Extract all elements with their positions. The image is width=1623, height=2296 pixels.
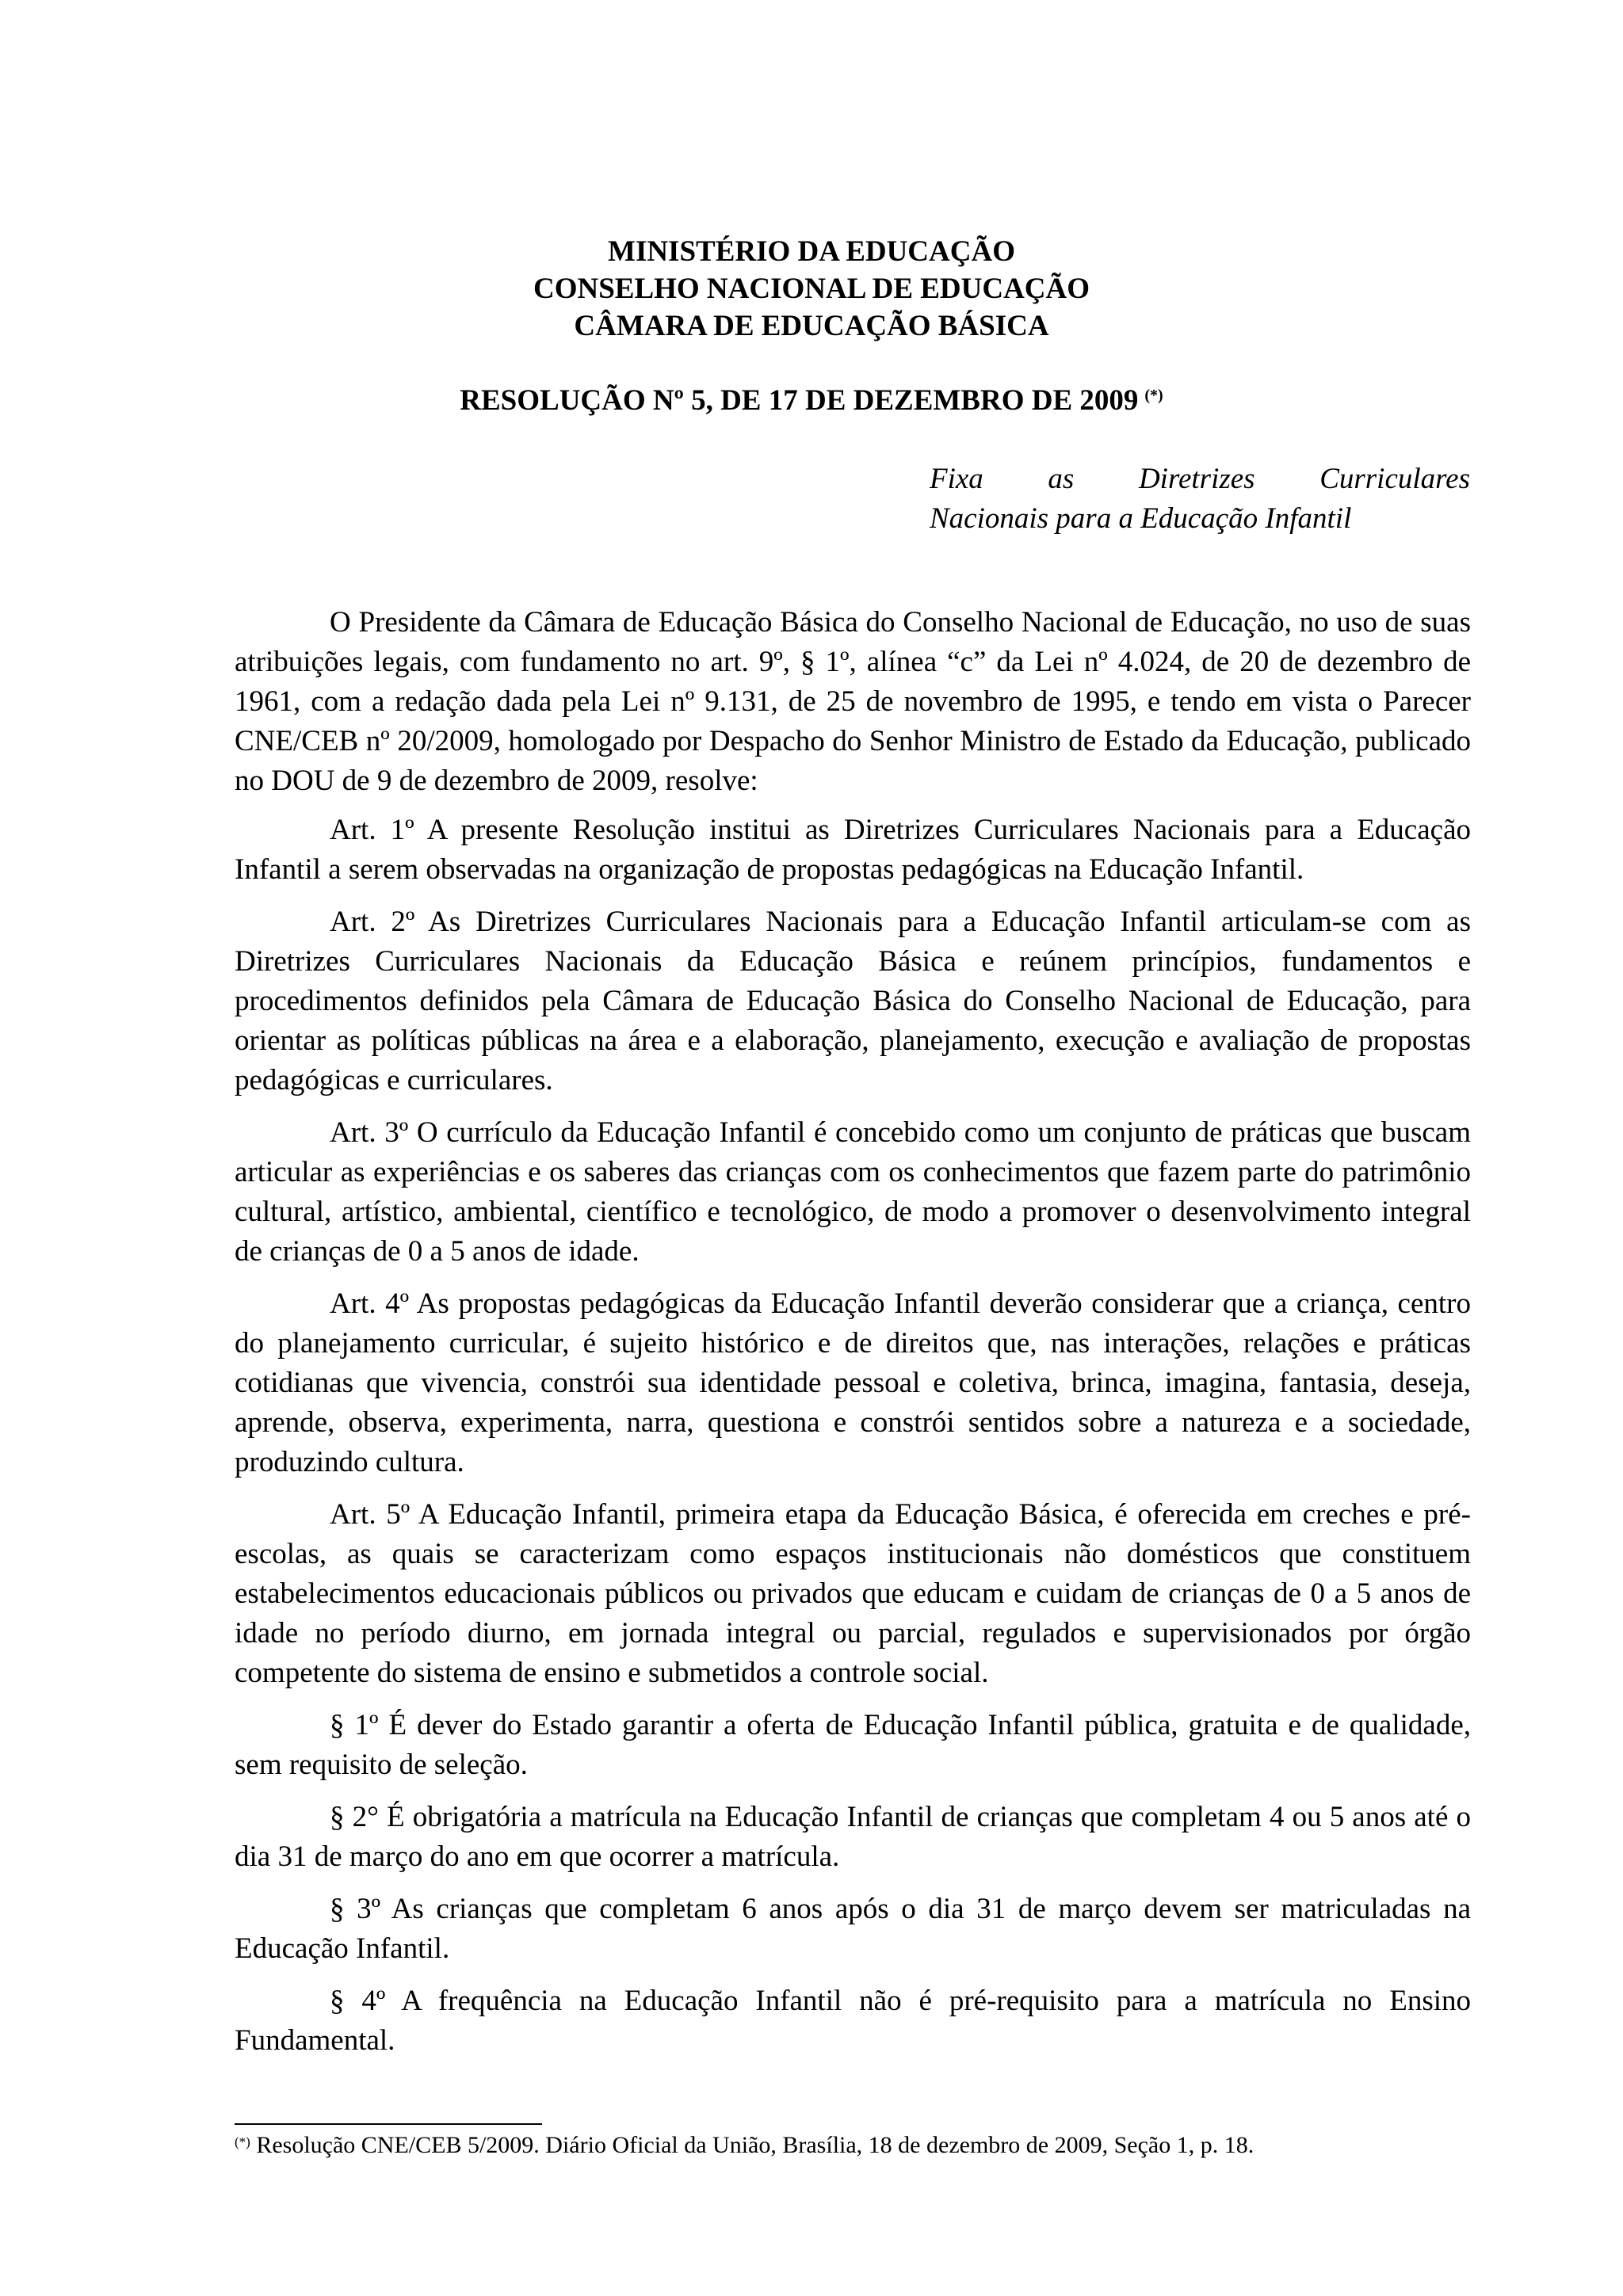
preamble-paragraph: O Presidente da Câmara de Educação Básica do Conselho Nacional de Educação, no uso de suas atribuições legais, com fundamento no art. 9º, § 1º, alínea “c” da Lei nº 4.024, de 20 de dezembro de 1961, com a redação dada pela Lei nº 9.131, de 25 de novembro de 1995, e tendo em vista o Parecer CNE/CEB nº 20/2009, homologado por Despacho do Senhor Ministro de Estado da Educação, publicado no DOU de 9 de dezembro de 2009, resolve: — [235, 606, 1471, 797]
council-name: CONSELHO NACIONAL DE EDUCAÇÃO — [533, 273, 1090, 305]
article-2: Art. 2º As Diretrizes Curriculares Nacionais para a Educação Infantil articulam-se com as Diretrizes Curriculares Nacionais da Educação Básica e reúnem princípios, fundamentos e procedimentos definidos pela Câmara de Educação Básica do Conselho Nacional de Educação, para orientar as políticas públicas na área e a elaboração, planejamento, execução e avaliação de propostas pedagógicas e curriculares. — [235, 906, 1471, 1097]
footnote-text: Resolução CNE/CEB 5/2009. Diário Oficial da União, Brasília, 18 de dezembro de 2009, Seção 1, p. 18. — [250, 2132, 1254, 2158]
article-4: Art. 4º As propostas pedagógicas da Educação Infantil deverão considerar que a criança, centro do planejamento curricular, é sujeito histórico e de direitos que, nas interações, relações e práticas cotidianas que vivencia, constrói sua identidade pessoal e coletiva, brinca, imagina, fantasia, deseja, aprende, observa, experimenta, narra, questiona e constrói sentidos sobre a natureza e a sociedade, produzindo cultura. — [235, 1287, 1471, 1478]
article-1: Art. 1º A presente Resolução institui as Diretrizes Curriculares Nacionais para a Educação Infantil a serem observadas na organização de propostas pedagógicas na Educação Infantil. — [235, 814, 1471, 886]
document-header — [0, 233, 1623, 345]
footnote-reference: (*) — [1144, 387, 1163, 404]
ministry-name: MINISTÉRIO DA EDUCAÇÃO — [608, 235, 1015, 268]
chamber-name: CÂMARA DE EDUCAÇÃO BÁSICA — [574, 310, 1049, 342]
footnote — [235, 2130, 1503, 2161]
article-5: Art. 5º A Educação Infantil, primeira etapa da Educação Básica, é oferecida em creches e pré-escolas, as quais se caracterizam como espaços institucionais não domésticos que constituem estabelecimentos educacionais públicos ou privados que educam e cuidam de crianças de 0 a 5 anos de idade no período diurno, em jornada integral ou parcial, regulados e supervisionados por órgão competente do sistema de ensino e submetidos a controle social. — [235, 1498, 1471, 1689]
article-5-paragraph-4: § 4º A frequência na Educação Infantil não é pré-requisito para a matrícula no Ensino Fundamental. — [235, 1985, 1471, 2057]
resolution-title-text: RESOLUÇÃO Nº 5, DE 17 DE DEZEMBRO DE 2009 — [460, 384, 1139, 417]
ementa — [930, 460, 1470, 539]
article-5-paragraph-2: § 2° É obrigatória a matrícula na Educação Infantil de crianças que completam 4 ou 5 anos até o dia 31 de março do ano em que ocorrer a matrícula. — [235, 1801, 1471, 1873]
article-5-paragraph-1: § 1º É dever do Estado garantir a oferta de Educação Infantil pública, gratuita e de qualidade, sem requisito de seleção. — [235, 1709, 1471, 1781]
resolution-body — [235, 603, 1471, 2073]
resolution-title — [0, 382, 1623, 419]
footnote-marker: (*) — [235, 2134, 250, 2149]
footnote-divider — [235, 2123, 542, 2125]
article-5-paragraph-3: § 3º As crianças que completam 6 anos após o dia 31 de março devem ser matriculadas na Educação Infantil. — [235, 1893, 1471, 1965]
article-3: Art. 3º O currículo da Educação Infantil é concebido como um conjunto de práticas que buscam articular as experiências e os saberes das crianças com os conhecimentos que fazem parte do patrimônio cultural, artístico, ambiental, científico e tecnológico, de modo a promover o desenvolvimento integral de crianças de 0 a 5 anos de idade. — [235, 1116, 1471, 1268]
ementa-line-1: Fixa as Diretrizes Curriculares — [930, 463, 1470, 495]
ementa-line-2: Nacionais para a Educação Infantil — [930, 502, 1352, 535]
